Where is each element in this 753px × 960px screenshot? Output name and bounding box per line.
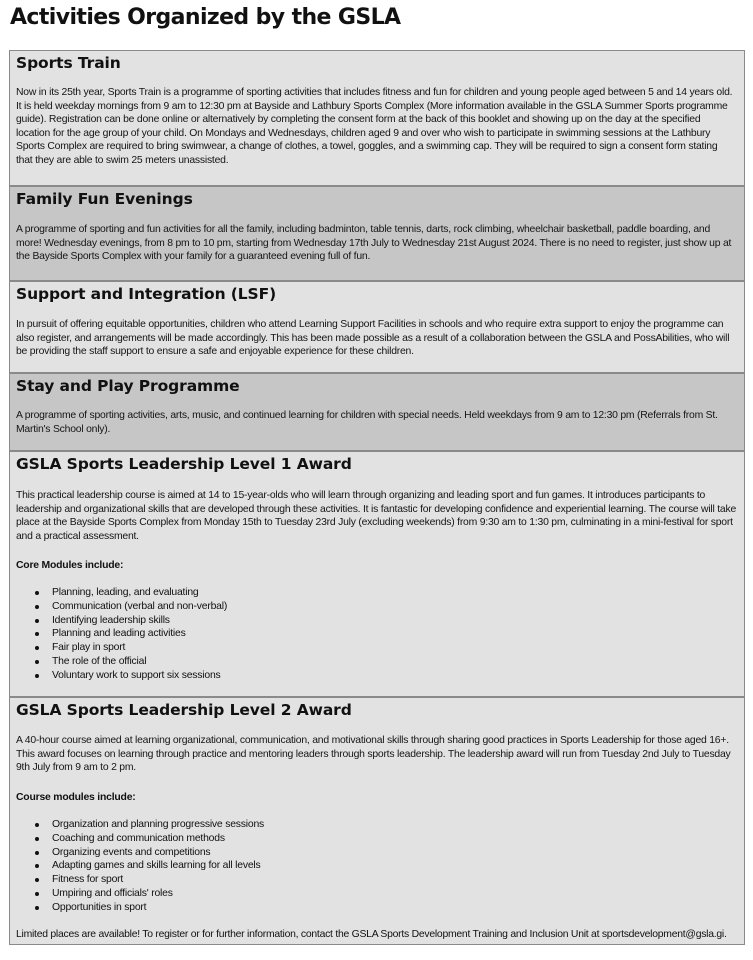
section-heading: Support and Integration (LSF) xyxy=(16,285,277,303)
section-stay-and-play xyxy=(9,373,745,451)
list-item: Coaching and communication methods xyxy=(10,832,264,846)
list-item: Voluntary work to support six sessions xyxy=(10,669,227,683)
section-heading: GSLA Sports Leadership Level 1 Award xyxy=(16,455,352,473)
section-body: In pursuit of offering equitable opportunities, children who attend Learning Support Facilities in schools and who require extra support to enjoy the programme can also register, and arrangements will be made accordingly. This has been made possible as a result of a collaboration between the GSLA and PossAbilities, who will be providing the staff support to ensure a safe and enjoyable experience for these children. xyxy=(16,319,730,358)
modules-label: Core Modules include: xyxy=(16,560,124,571)
section-body: This practical leadership course is aimed at 14 to 15-year-olds who will learn through organizing and leading sport and fun games. It introduces participants to leadership and organizational skills that are developed through these activities. It is fantastic for developing confidence and experiential learning. The course will take place at the Bayside Sports Complex from Monday 15th to Tuesday 23rd July (excluding weekends) from 9:30 am to 1:30 pm, culminating in a mini-festival for sport and a practical assessment. xyxy=(16,490,737,542)
section-heading: Stay and Play Programme xyxy=(16,377,240,395)
list-item: Identifying leadership skills xyxy=(10,614,227,628)
list-item: Opportunities in sport xyxy=(10,901,264,915)
list-item: Fitness for sport xyxy=(10,873,264,887)
section-body: A programme of sporting activities, arts, music, and continued learning for children with special needs. Held weekdays from 9 am to 12:30 pm (Referrals from St. Martin's School only). xyxy=(16,410,718,435)
section-sports-train xyxy=(9,50,745,186)
section-heading: Family Fun Evenings xyxy=(16,190,193,208)
section-body: A programme of sporting and fun activities for all the family, including badminton, table tennis, darts, rock climbing, wheelchair basketball, paddle boarding, and more! Wednesday evenings, from 8 pm to 10 pm, starting from Wednesday 17th July to Wednesday 21st August 2024. There is no need to register, just show up at the Bayside Sports Complex with your family for a guaranteed evening full of fun. xyxy=(16,224,732,263)
section-body: A 40-hour course aimed at learning organizational, communication, and motivational skills through sharing good practices in Sports Leadership for those aged 16+. This award focuses on learning through practice and mentoring leaders through sports leadership. The leadership award will run from Tuesday 2nd July to Tuesday 9th July from 9 am to 2 pm. xyxy=(16,735,731,774)
closing-note: Limited places are available! To register or for further information, contact the GSLA Sports Development Training and Inclusion Unit at sportsdevelopment@gsla.gi. xyxy=(16,929,727,940)
list-item: Communication (verbal and non-verbal) xyxy=(10,600,227,614)
modules-list xyxy=(10,586,227,683)
list-item: Planning, leading, and evaluating xyxy=(10,586,227,600)
modules-list xyxy=(10,818,264,915)
section-heading: GSLA Sports Leadership Level 2 Award xyxy=(16,701,352,719)
list-item: The role of the official xyxy=(10,655,227,669)
section-family-fun-evenings xyxy=(9,186,745,281)
modules-label: Course modules include: xyxy=(16,792,136,803)
section-leadership-level-2 xyxy=(9,697,745,945)
list-item: Umpiring and officials' roles xyxy=(10,887,264,901)
section-support-integration xyxy=(9,281,745,373)
list-item: Organization and planning progressive sessions xyxy=(10,818,264,832)
list-item: Adapting games and skills learning for all levels xyxy=(10,859,264,873)
section-body: Now in its 25th year, Sports Train is a programme of sporting activities that includes fitness and fun for children and young people aged between 5 and 14 years old. It is held weekday mornings from 9 am to 12:30 pm at Bayside and Lathbury Sports Complex (More information available in the GSLA Summer Sports programme guide). Registration can be done online or alternatively by completing the consent form at the back of this booklet and showing up on the day at the specified location for the age group of your child. On Mondays and Wednesdays, children aged 9 and over who wish to participate in swimming sessions at the Lathbury Sports Complex are required to bring swimwear, a change of clothes, a towel, goggles, and a swimming cap. They will be required to sign a consent form stating that they are able to swim 25 meters unassisted. xyxy=(16,87,733,166)
list-item: Planning and leading activities xyxy=(10,627,227,641)
section-leadership-level-1 xyxy=(9,451,745,697)
page-title: Activities Organized by the GSLA xyxy=(10,5,401,30)
list-item: Fair play in sport xyxy=(10,641,227,655)
section-heading: Sports Train xyxy=(16,54,121,72)
list-item: Organizing events and competitions xyxy=(10,846,264,860)
